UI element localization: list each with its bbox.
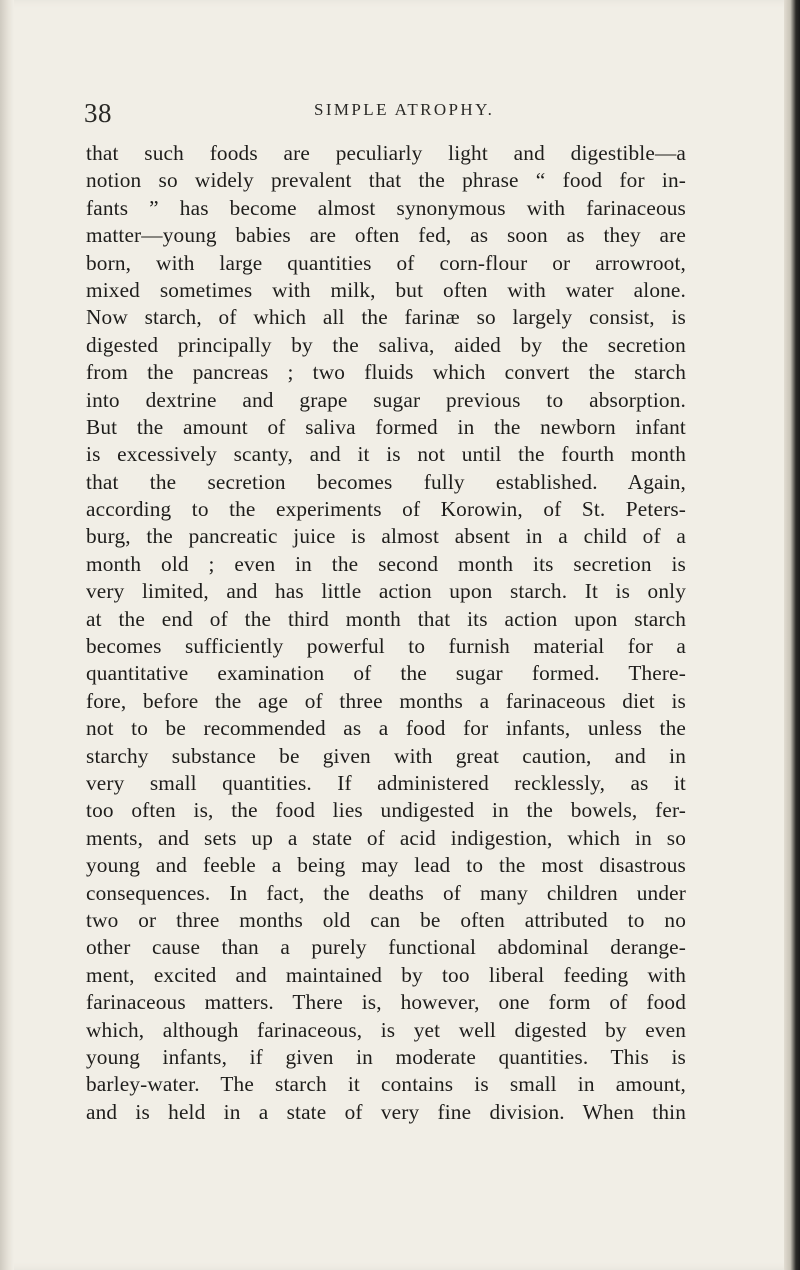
text-line: burg, the pancreatic juice is almost absent in a child of a — [86, 524, 686, 549]
text-line: which, although farinaceous, is yet well digested by even — [86, 1017, 686, 1042]
text-line: from the pancreas ; two fluids which convert the starch — [86, 360, 686, 385]
text-line: young and feeble a being may lead to the most disastrous — [86, 853, 686, 878]
text-line: matter—young babies are often fed, as soon as they are — [86, 223, 686, 248]
text-line: becomes sufficiently powerful to furnish material for a — [86, 634, 686, 659]
text-line: according to the experiments of Korowin, of St. Peters- — [86, 497, 686, 522]
text-line: digested principally by the saliva, aided by the secretion — [86, 332, 686, 357]
text-line: ment, excited and maintained by too liberal feeding with — [86, 962, 686, 987]
body-text — [86, 140, 686, 1126]
text-line: month old ; even in the second month its secretion is — [86, 551, 686, 576]
text-line: consequences. In fact, the deaths of many children under — [86, 880, 686, 905]
text-line: at the end of the third month that its action upon starch — [86, 606, 686, 631]
text-line: quantitative examination of the sugar formed. There- — [86, 661, 686, 686]
text-line: is excessively scanty, and it is not until the fourth month — [86, 442, 686, 467]
text-line: that such foods are peculiarly light and digestible—a — [86, 141, 686, 165]
text-line: young infants, if given in moderate quantities. This is — [86, 1044, 686, 1069]
text-line: that the secretion becomes fully established. Again, — [86, 469, 686, 494]
page-gutter-shadow — [0, 0, 14, 1270]
text-line: fants ” has become almost synonymous with farinaceous — [86, 195, 686, 220]
text-line: and is held in a state of very fine division. When thin — [86, 1099, 686, 1124]
text-line: two or three months old can be often attributed to no — [86, 907, 686, 932]
page-edge-shadow — [784, 0, 800, 1270]
text-line: too often is, the food lies undigested in the bowels, fer- — [86, 798, 686, 823]
text-line: notion so widely prevalent that the phrase “ food for in- — [86, 168, 686, 193]
text-line: not to be recommended as a food for infants, unless the — [86, 716, 686, 741]
text-line: farinaceous matters. There is, however, one form of food — [86, 990, 686, 1015]
text-line: barley-water. The starch it contains is small in amount, — [86, 1072, 686, 1097]
text-line: other cause than a purely functional abdominal derange- — [86, 935, 686, 960]
text-line: very limited, and has little action upon starch. It is only — [86, 579, 686, 604]
text-line: mixed sometimes with milk, but often with water alone. — [86, 277, 686, 302]
text-line: very small quantities. If administered recklessly, as it — [86, 770, 686, 795]
text-line: But the amount of saliva formed in the newborn infant — [86, 414, 686, 439]
running-head: SIMPLE ATROPHY. — [314, 100, 495, 119]
text-line: fore, before the age of three months a farinaceous diet is — [86, 688, 686, 713]
text-line: starchy substance be given with great caution, and in — [86, 743, 686, 768]
page-number: 38 — [84, 98, 112, 128]
text-line: born, with large quantities of corn-flour or arrowroot, — [86, 250, 686, 275]
text-line: ments, and sets up a state of acid indigestion, which in so — [86, 825, 686, 850]
text-line: Now starch, of which all the farinæ so largely consist, is — [86, 305, 686, 330]
text-line: into dextrine and grape sugar previous to absorption. — [86, 387, 686, 412]
page-header — [84, 92, 680, 132]
